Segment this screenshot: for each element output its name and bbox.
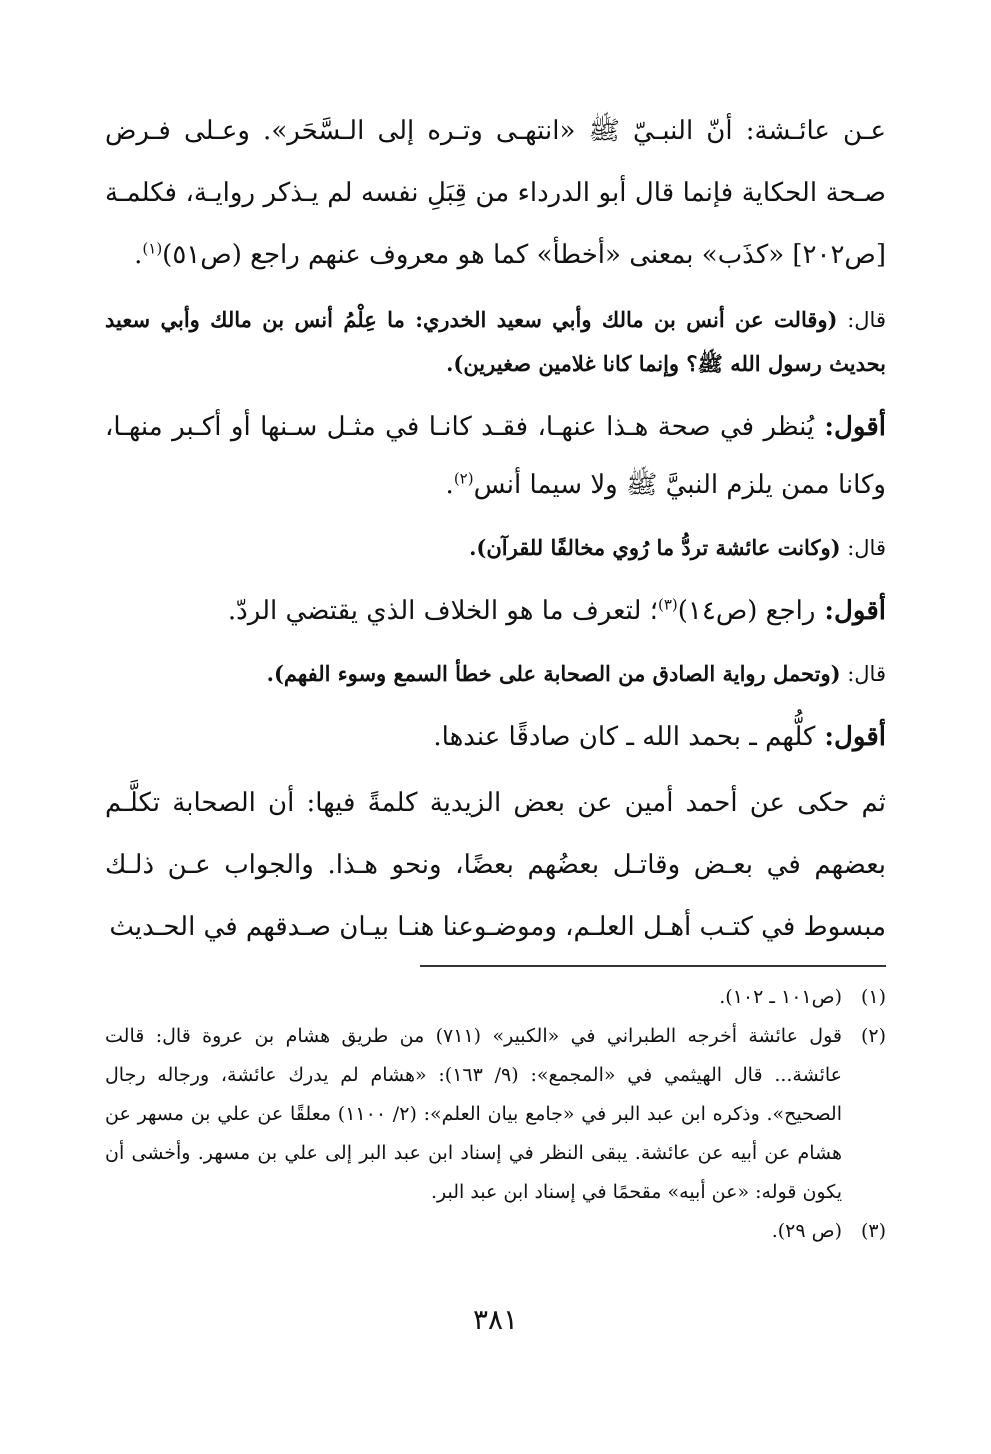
quote-1 (105, 298, 886, 386)
footnote-text: قول عائشة أخرجه الطبراني في «الكبير» (٧١١) من طريق هشام بن عروة قال: قالت عائشة... قال الهيثمي في «المجمع»: (٩/ ١٦٣): «هشام لم يدرك عائشة، ورجاله رجال الصحيح». وذكره ابن عبد البر في «جامع بيان العلم»: (٢/ ١١٠٠) معلقًا عن علي بن مسهر عن هشام عن أبيه عن عائشة. يبقى النظر في إسناد ابن عبد البر إلى علي بن مسهر. وأخشى أن يكون قوله: «عن أبيه» مقحمًا في إسناد ابن عبد البر. (105, 1025, 842, 1203)
reply-label: أقول: (814, 412, 887, 442)
reply-1-end: . (445, 470, 454, 500)
reply-2 (105, 582, 886, 640)
footnote-1 (105, 978, 886, 1017)
paragraph-1-end: . (134, 240, 143, 270)
reply-2-text-before: راجع (ص١٤) (677, 596, 816, 626)
quote-3-text: (وتحمل رواية الصادق من الصحابة على خطأ السمع وسوء الفهم). (266, 661, 841, 686)
footnote-ref-1[interactable]: (١) (142, 239, 163, 258)
paragraph-2-text: ثم حكى عن أحمد أمين عن بعض الزيدية كلمةً فيها: أن الصحابة تكلَّـم بعضهم في بعـض وقاتـل بعضُهم بعضًا، ونحو هـذا. والجواب عـن ذلـك مبسوط في كتـب أهـل العلـم، وموضـوعنا هنـا بيـان صـدقهم في الحـديث (105, 788, 886, 942)
reply-label: أقول: (815, 722, 886, 752)
footnote-divider (420, 965, 886, 967)
footnote-3 (105, 1212, 886, 1251)
footnote-text: (ص١٠١ ـ ١٠٢). (719, 986, 842, 1008)
reply-label: أقول: (815, 596, 886, 626)
quote-label: قال: (840, 662, 886, 686)
footnotes (105, 978, 886, 1251)
footnote-number: (١) (860, 986, 886, 1008)
main-text (105, 100, 886, 958)
quote-3 (105, 652, 886, 696)
footnote-ref-2[interactable]: (٢) (453, 469, 474, 488)
paragraph-2 (105, 772, 886, 958)
reply-1 (105, 398, 886, 514)
footnote-number: (٣) (860, 1220, 886, 1242)
quote-label: قال: (837, 308, 886, 332)
quote-1-text: (وقالت عن أنس بن مالك وأبي سعيد الخدري: ما عِلْمُ أنس بن مالك وأبي سعيد بحديث رسول الله ﷺ؟ وإنما كانا غلامين صغيرين). (105, 307, 886, 376)
reply-3-text: كلُّهم ـ بحمد الله ـ كان صادقًا عندها. (433, 722, 816, 752)
footnote-ref-3[interactable]: (٣) (657, 595, 678, 614)
footnote-2 (105, 1017, 886, 1212)
quote-2 (105, 526, 886, 570)
paragraph-1-text: عـن عائـشة: أنّ النبـيّ ﷺ «انتهـى وتـره إلى الـسَّحَر». وعـلى فـرض صـحة الحكاية فإنما قال أبو الدرداء من قِبَلِ نفسه لم يـذكر روايـة، فكلمـة [ص٢٠٢] «كذَب» بمعنى «أخطأ» كما هو معروف عنهم راجع (ص٥١) (105, 116, 886, 270)
footnote-number: (٢) (860, 1025, 886, 1047)
footnote-text: (ص ٢٩). (771, 1220, 842, 1242)
reply-2-text-after: ؛ لتعرف ما هو الخلاف الذي يقتضي الردّ. (227, 596, 658, 626)
page-number: ٣٨١ (472, 1303, 519, 1336)
paragraph-1 (105, 100, 886, 286)
reply-1-text: يُنظر في صحة هـذا عنهـا، فقـد كانـا في مثـل سـنها أو أكـبر منهـا، وكانا ممن يلزم النبيَّ ﷺ ولا سيما أنس (105, 412, 886, 500)
reply-3 (105, 708, 886, 766)
quote-2-text: (وكانت عائشة تردُّ ما رُوي مخالفًا للقرآن). (469, 535, 841, 560)
quote-label: قال: (840, 536, 886, 560)
